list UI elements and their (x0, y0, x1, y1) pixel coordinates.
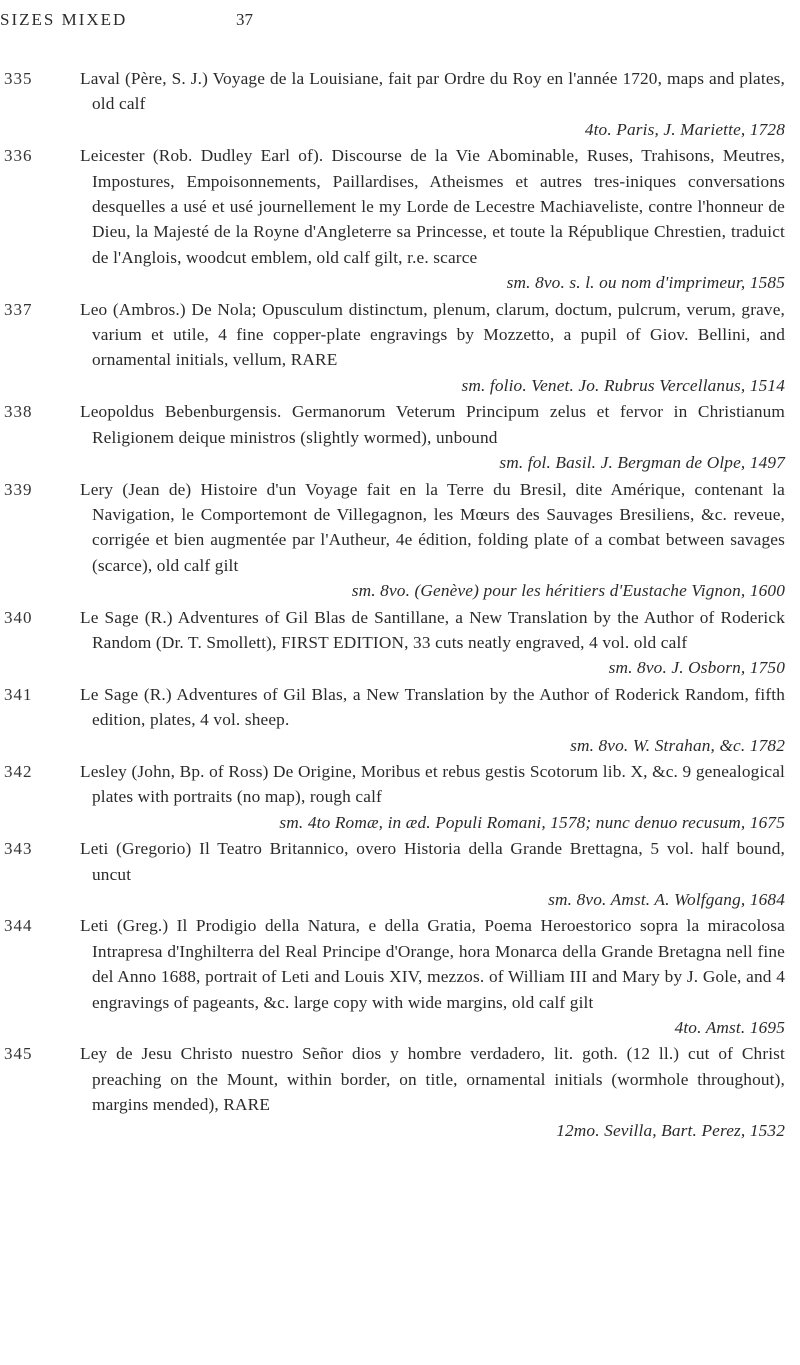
lot-number: 344 (4, 916, 33, 936)
entry-imprint: sm. 8vo. W. Strahan, &c. 1782 (570, 735, 785, 755)
lot-number: 343 (4, 839, 33, 859)
catalogue-entry (0, 477, 785, 604)
catalogue-entry (0, 759, 785, 835)
entry-description: Ley de Jesu Christo nuestro Señor dios y hombre verdadero, lit. goth. (12 ll.) cut of Christ preaching on the Mount, within border, on title, ornamental initials (wormhole throughout), margins mended), RARE (80, 1044, 785, 1115)
page-header (0, 10, 800, 40)
lot-number: 335 (4, 69, 33, 88)
page-number: 37 (236, 10, 253, 29)
catalogue-entries (0, 66, 785, 1144)
entry-imprint: 4to. Paris, J. Mariette, 1728 (584, 119, 785, 139)
entry-imprint: sm. 8vo. Amst. A. Wolfgang, 1684 (548, 890, 785, 909)
lot-number: 337 (4, 299, 33, 319)
entry-description: Laval (Père, S. J.) Voyage de la Louisiane, fait par Ordre du Roy en l'année 1720, maps and plates, old calf (80, 69, 785, 114)
section-heading: SIZES MIXED (0, 10, 128, 29)
entry-description: Leopoldus Bebenburgensis. Germanorum Veterum Principum zelus et fervor in Christianum Religionem deique ministros (slightly wormed), unbound (80, 402, 785, 447)
entry-description: Leicester (Rob. Dudley Earl of). Discourse de la Vie Abominable, Ruses, Trahisons, Meutres, Impostures, Empoisonnements, Paillardises, Atheismes et autres tres-iniques conversations desquelles a usé et usé journellement le my Lorde de Lecestre Machiaveliste, contre l'honneur de Dieu, la Majesté de la Royne d'Angleterre sa Princesse, et toute la République Chrestien, traduict de l'Anglois, woodcut emblem, old calf gilt, r.e. scarce (80, 146, 785, 267)
catalogue-entry (0, 399, 785, 475)
entry-description: Leti (Greg.) Il Prodigio della Natura, e della Gratia, Poema Heroestorico sopra la miracolosa Intrapresa d'Inghilterra del Real Principe d'Orange, hora Monarca della Grande Bretagna nell fine del Anno 1688, portrait of Leti and Louis XIV, mezzos. of William III and Mary by J. Gole, and 4 engravings of pageants, &c. large copy with wide margins, old calf gilt (80, 916, 785, 1012)
entry-imprint: sm. 8vo. J. Osborn, 1750 (608, 658, 785, 678)
catalogue-entry (0, 1041, 785, 1143)
entry-description: Lery (Jean de) Histoire d'un Voyage fait en la Terre du Bresil, dite Amérique, contenant la Navigation, le Comportemont de Villegagnon, les Mœurs des Sauvages Bresiliens, &c. reveue, corrigée et bien augmentée par l'Autheur, 4e édition, folding plate of a combat between savages (scarce), old calf gilt (80, 479, 785, 575)
entry-imprint: sm. folio. Venet. Jo. Rubrus Vercellanus, 1514 (461, 375, 785, 395)
entry-imprint: sm. 8vo. (Genève) pour les héritiers d'Eustache Vignon, 1600 (351, 581, 785, 601)
lot-number: 339 (4, 479, 33, 499)
entry-description: Le Sage (R.) Adventures of Gil Blas de Santillane, a New Translation by the Author of Roderick Random (Dr. T. Smollett), FIRST EDITION, 33 cuts neatly engraved, 4 vol. old calf (80, 607, 785, 652)
catalogue-entry (0, 297, 785, 399)
entry-description: Le Sage (R.) Adventures of Gil Blas, a New Translation by the Author of Roderick Random, fifth edition, plates, 4 vol. sheep. (80, 684, 785, 730)
lot-number: 341 (4, 684, 33, 704)
catalogue-entry (0, 836, 785, 912)
catalogue-entry (0, 605, 785, 681)
entry-description: Leti (Gregorio) Il Teatro Britannico, overo Historia della Grande Brettagna, 5 vol. half bound, uncut (80, 839, 785, 884)
catalogue-entry (0, 143, 785, 295)
lot-number: 338 (4, 402, 33, 422)
entry-imprint: 4to. Amst. 1695 (674, 1018, 785, 1038)
entry-imprint: sm. 8vo. s. l. ou nom d'imprimeur, 1585 (506, 273, 785, 293)
catalogue-entry (0, 913, 785, 1040)
lot-number: 340 (4, 607, 33, 627)
entry-description: Leo (Ambros.) De Nola; Opusculum distinctum, plenum, clarum, doctum, pulcrum, verum, grave, varium et utile, 4 fine copper-plate engravings by Mozzetto, a pupil of Giov. Bellini, and ornamental initials, vellum, RARE (80, 299, 785, 370)
lot-number: 345 (4, 1044, 33, 1064)
entry-imprint: sm. fol. Basil. J. Bergman de Olpe, 1497 (499, 453, 785, 473)
entry-description: Lesley (John, Bp. of Ross) De Origine, Moribus et rebus gestis Scotorum lib. X, &c. 9 genealogical plates with portraits (no map), rough calf (80, 761, 785, 807)
catalogue-entry (0, 66, 785, 142)
lot-number: 342 (4, 761, 33, 781)
entry-imprint: sm. 4to Romæ, in æd. Populi Romani, 1578; nunc denuo recusum, 1675 (279, 812, 785, 832)
lot-number: 336 (4, 146, 33, 166)
catalogue-entry (0, 682, 785, 758)
entry-imprint: 12mo. Sevilla, Bart. Perez, 1532 (556, 1120, 785, 1140)
